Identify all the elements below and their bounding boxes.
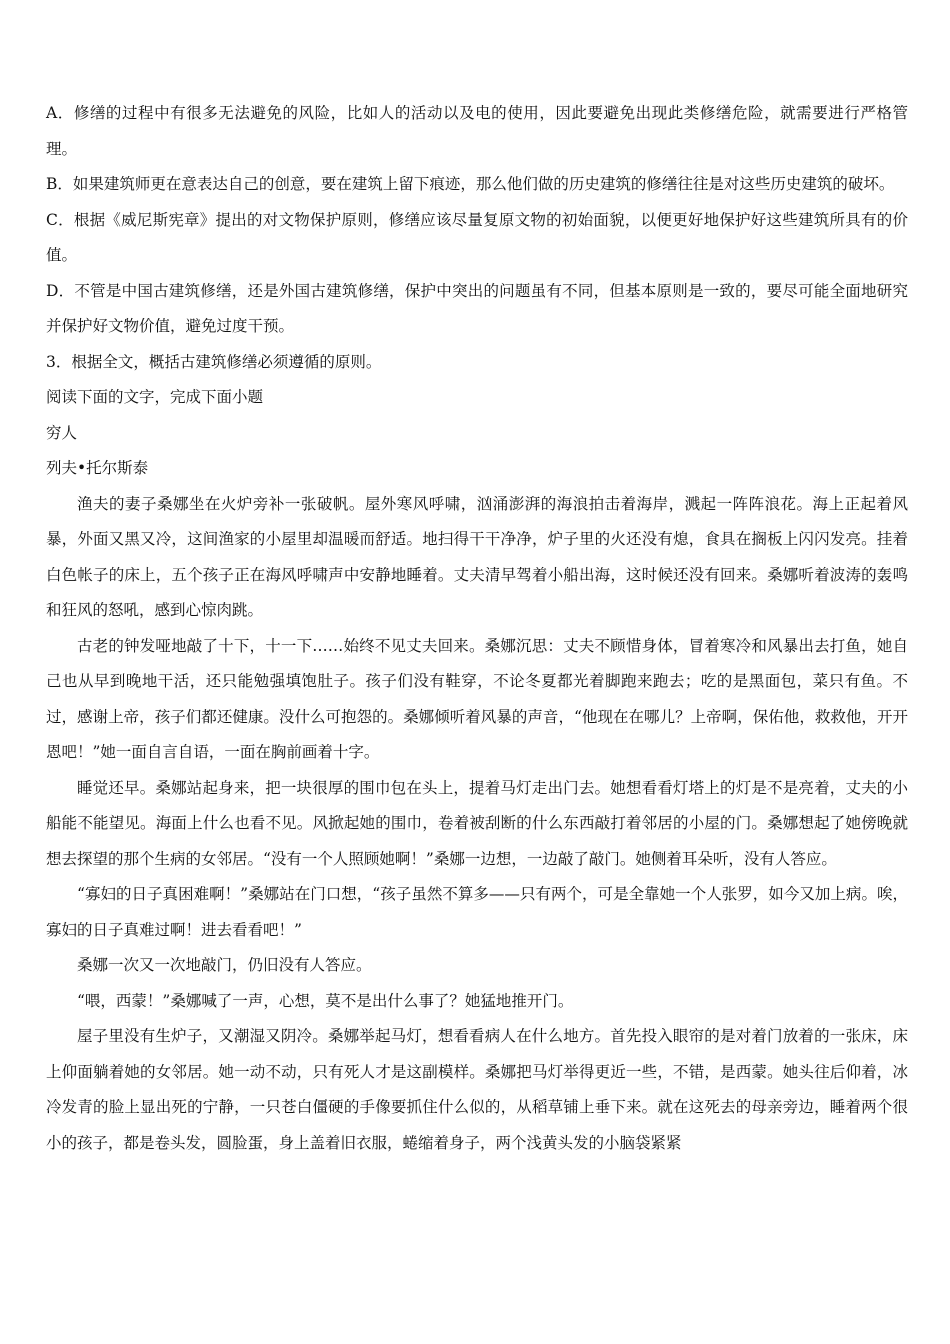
document-page	[46, 96, 908, 1161]
question-3: 3．根据全文，概括古建筑修缮必须遵循的原则。	[46, 352, 382, 371]
option-d	[46, 274, 908, 345]
story-paragraph: 古老的钟发哑地敲了十下，十一下……始终不见丈夫回来。桑娜沉思：丈夫不顾惜身体，冒着寒冷和风暴出去打鱼，她自己也从早到晚地干活，还只能勉强填饱肚子。孩子们没有鞋穿，不论冬夏都光着脚跑来跑去；吃的是黑面包，菜只有鱼。不过，感谢上帝，孩子们都还健康。没什么可抱怨的。桑娜倾听着风暴的声音，“他现在在哪儿？上帝啊，保佑他，救救他，开开恩吧！”她一面自言自语，一面在胸前画着十字。	[46, 636, 908, 761]
story-paragraph: 桑娜一次又一次地敲门，仍旧没有人答应。	[77, 956, 372, 974]
option-label: A．	[46, 104, 74, 122]
story-paragraph: 睡觉还早。桑娜站起身来，把一块很厚的围巾包在头上，提着马灯走出门去。她想看看灯塔上的灯是不是亮着，丈夫的小船能不能望见。海面上什么也看不见。风掀起她的围巾，卷着被刮断的什么东西敲打着邻居的小屋的门。桑娜想起了她傍晚就想去探望的那个生病的女邻居。“没有一个人照顾她啊！”桑娜一边想，一边敲了敲门。她侧着耳朵听，没有人答应。	[46, 778, 908, 868]
story-paragraph: “喂，西蒙！”桑娜喊了一声，心想，莫不是出什么事了？她猛地推开门。	[77, 991, 574, 1010]
option-label: D．	[46, 281, 75, 300]
story-paragraph: 渔夫的妻子桑娜坐在火炉旁补一张破帆。屋外寒风呼啸，汹涌澎湃的海浪拍击着海岸，溅起一阵阵浪花。海上正起着风暴，外面又黑又冷，这间渔家的小屋里却温暖而舒适。地扫得干干净净，炉子里的火还没有熄，食具在搁板上闪闪发亮。挂着白色帐子的床上，五个孩子正在海风呼啸声中安静地睡着。丈夫清早驾着小船出海，这时候还没有回来。桑娜听着波涛的轰鸣和狂风的怒吼，感到心惊肉跳。	[46, 494, 908, 619]
option-label: B．	[46, 175, 73, 193]
option-b	[46, 167, 908, 203]
option-text: 修缮的过程中有很多无法避免的风险，比如人的活动以及电的使用，因此要避免出现此类修缮危险，就需要进行严格管理。	[46, 104, 908, 158]
story-title: 穷人	[46, 423, 78, 442]
story-paragraph: “寡妇的日子真困难啊！”桑娜站在门口想，“孩子虽然不算多——只有两个，可是全靠她一个人张罗，如今又加上病。唉，寡妇的日子真难过啊！进去看看吧！”	[46, 885, 908, 939]
option-text: 根据《威尼斯宪章》提出的对文物保护原则，修缮应该尽量复原文物的初始面貌，以便更好地保护好这些建筑所具有的价值。	[46, 210, 908, 264]
option-c	[46, 203, 908, 274]
option-a	[46, 96, 908, 167]
option-text: 不管是中国古建筑修缮，还是外国古建筑修缮，保护中突出的问题虽有不同，但基本原则是一致的，要尽可能全面地研究并保护好文物价值，避免过度干预。	[46, 281, 908, 335]
story-paragraph: 屋子里没有生炉子，又潮湿又阴冷。桑娜举起马灯，想看看病人在什么地方。首先投入眼帘的是对着门放着的一张床，床上仰面躺着她的女邻居。她一动不动，只有死人才是这副模样。桑娜把马灯举得更近一些，不错，是西蒙。她头往后仰着，冰冷发青的脸上显出死的宁静，一只苍白僵硬的手像要抓住什么似的，从稻草铺上垂下来。就在这死去的母亲旁边，睡着两个很小的孩子，都是卷头发，圆脸蛋，身上盖着旧衣服，蜷缩着身子，两个浅黄头发的小脑袋紧紧	[46, 1027, 908, 1152]
option-text: 如果建筑师更在意表达自己的创意，要在建筑上留下痕迹，那么他们做的历史建筑的修缮往往是对这些历史建筑的破坏。	[72, 175, 895, 193]
story-author: 列夫•托尔斯泰	[46, 459, 149, 477]
option-label: C．	[46, 210, 74, 229]
reading-instruction: 阅读下面的文字，完成下面小题	[46, 388, 264, 406]
